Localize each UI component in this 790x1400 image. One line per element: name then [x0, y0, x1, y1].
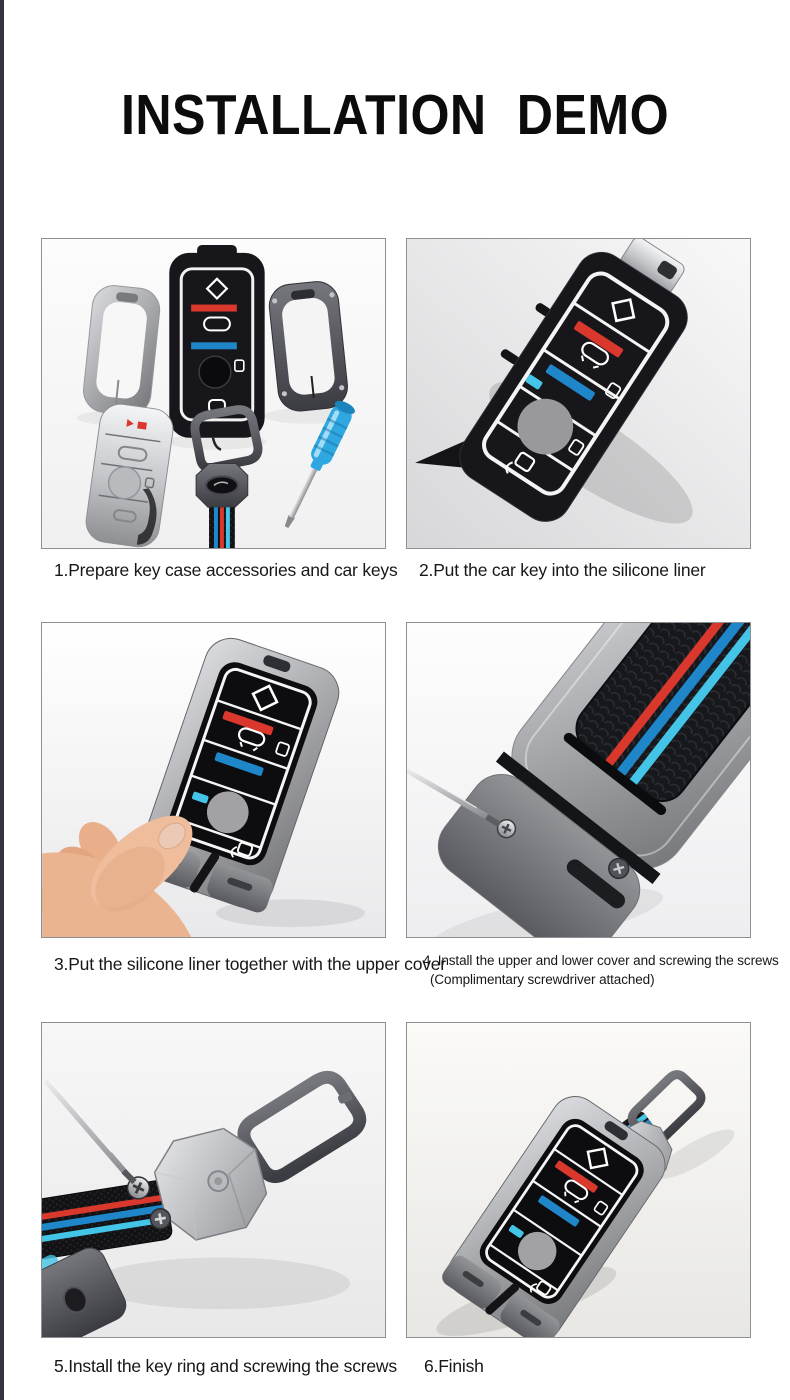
page-title: INSTALLATION DEMO: [120, 83, 670, 147]
step-4-caption: [423, 951, 779, 989]
left-edge-bar: [0, 0, 4, 1400]
hand-holding-key-illustration: [42, 623, 385, 937]
step-2-caption: 2.Put the car key into the silicone liner: [419, 560, 706, 580]
step-1-caption: 1.Prepare key case accessories and car keys: [54, 560, 398, 580]
key-in-liner-illustration: [407, 239, 750, 548]
step-3-photo: [41, 622, 386, 938]
lower-cover-frame: [267, 279, 349, 413]
step-6-caption: 6.Finish: [424, 1356, 484, 1376]
step-4-caption-line2: (Complimentary screwdriver attached): [430, 972, 655, 988]
step-3-caption: 3.Put the silicone liner together with the upper cover: [54, 954, 446, 974]
step-4-caption-line1: 4. Install the upper and lower cover and screwing the screws: [423, 953, 779, 968]
keychain-screwing-illustration: [42, 1023, 385, 1337]
screwing-covers-closeup-illustration: [407, 623, 750, 937]
step-5-photo: [41, 1022, 386, 1338]
accessories-flatlay-illustration: [42, 239, 385, 548]
step-4-photo: [406, 622, 751, 938]
upper-cover-frame: [81, 284, 161, 418]
step-5-caption: 5.Install the key ring and screwing the screws: [54, 1356, 397, 1376]
step-6-photo: [406, 1022, 751, 1338]
step-1-photo: [41, 238, 386, 549]
finished-key-illustration: [407, 1023, 750, 1337]
step-2-photo: [406, 238, 751, 549]
